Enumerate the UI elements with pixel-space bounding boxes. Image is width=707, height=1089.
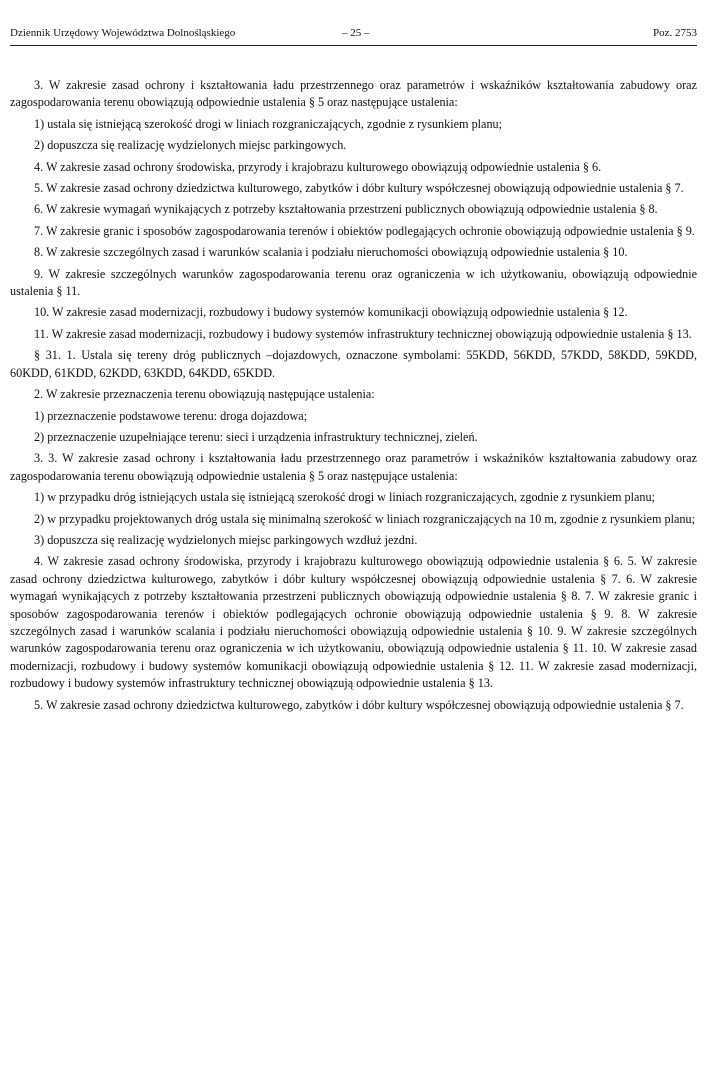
paragraph: 10. W zakresie zasad modernizacji, rozbudowy i budowy systemów komunikacji obowiązują odpowiednie ustalenia § 12. [34, 305, 628, 320]
paragraph: 3. W zakresie zasad ochrony i kształtowania ładu przestrzennego oraz parametrów i wskaźników kształtowania zabudowy oraz zagospodarowania terenu obowiązują odpowiednie ustalenia § 5 oraz następujące ustalenia: [10, 78, 697, 110]
list-item: 1) w przypadku dróg istniejących ustala się istniejącą szerokość drogi w liniach rozgraniczających, zgodnie z rysunkiem planu; [34, 490, 656, 505]
list-item: 1) ustala się istniejącą szerokość drogi w liniach rozgraniczających, zgodnie z rysunkiem planu; [34, 116, 503, 131]
paragraph: 5. W zakresie zasad ochrony dziedzictwa kulturowego, zabytków i dóbr kultury współczesnej obowiązują odpowiednie ustalenia § 7. [34, 181, 684, 196]
paragraph: 2. W zakresie przeznaczenia terenu obowiązują następujące ustalenia: [34, 387, 375, 402]
paragraph: 7. W zakresie granic i sposobów zagospodarowania terenów i obiektów podlegających ochronie obowiązują odpowiednie ustalenia § 9. [34, 223, 695, 238]
paragraph: 11. W zakresie zasad modernizacji, rozbudowy i budowy systemów infrastruktury technicznej obowiązują odpowiednie ustalenia § 13. [34, 326, 692, 341]
section-paragraph: § 31. 1. Ustala się tereny dróg publicznych –dojazdowych, oznaczone symbolami: 55KDD, 56KDD, 57KDD, 58KDD, 59KDD, 60KDD, 61KDD, 62KDD, 63KDD, 64KDD, 65KDD. [10, 348, 697, 380]
document-body [10, 46, 697, 714]
list-item: 2) dopuszcza się realizację wydzielonych miejsc parkingowych. [34, 138, 347, 153]
paragraph: 6. W zakresie wymagań wynikających z potrzeby kształtowania przestrzeni publicznych obowiązują odpowiednie ustalenia § 8. [34, 202, 658, 217]
page-header [10, 0, 697, 46]
journal-title: Dziennik Urzędowy Województwa Dolnośląskiego [10, 27, 236, 39]
paragraph: 3. 3. W zakresie zasad ochrony i kształtowania ładu przestrzennego oraz parametrów i wskaźników kształtowania zabudowy oraz zagospodarowania terenu obowiązują odpowiednie ustalenia § 5 oraz następujące ustalenia: [10, 451, 697, 483]
list-item: 1) przeznaczenie podstawowe terenu: droga dojazdowa; [34, 408, 308, 423]
position-number: Poz. 2753 [653, 27, 697, 39]
list-item: 2) przeznaczenie uzupełniające terenu: sieci i urządzenia infrastruktury technicznej, zieleń. [34, 429, 478, 444]
paragraph: 8. W zakresie szczególnych zasad i warunków scalania i podziału nieruchomości obowiązują odpowiednie ustalenia § 10. [34, 245, 628, 260]
paragraph: 4. W zakresie zasad ochrony środowiska, przyrody i krajobrazu kulturowego obowiązują odpowiednie ustalenia § 6. [34, 159, 602, 174]
paragraph: 4. W zakresie zasad ochrony środowiska, przyrody i krajobrazu kulturowego obowiązują odpowiednie ustalenia § 6. 5. W zakresie zasad ochrony dziedzictwa kulturowego, zabytków i dóbr kultury współczesnej obowiązują odpowiednie ustalenia § 7. 6. W zakresie wymagań wynikających z potrzeby kształtowania przestrzeni publicznych obowiązują odpowiednie ustalenia § 8. 7. W zakresie granic i sposobów zagospodarowania terenów i obiektów podlegających ochronie obowiązują odpowiednie ustalenia § 9. 8. W zakresie szczególnych zasad i warunków scalania i podziału nieruchomości obowiązują odpowiednie ustalenia § 10. 9. W zakresie szczególnych warunków zagospodarowania terenu oraz ograniczenia w ich użytkowaniu, obowiązują odpowiednie ustalenia § 11. 10. W zakresie zasad modernizacji, rozbudowy i budowy systemów komunikacji obowiązują odpowiednie ustalenia § 12. 11. W zakresie zasad modernizacji, rozbudowy i budowy systemów infrastruktury technicznej obowiązują odpowiednie ustalenia § 13. [10, 554, 697, 691]
list-item: 2) w przypadku projektowanych dróg ustala się minimalną szerokość w liniach rozgraniczających na 10 m, zgodnie z rysunkiem planu; [34, 511, 695, 526]
paragraph: 5. W zakresie zasad ochrony dziedzictwa kulturowego, zabytków i dóbr kultury współczesnej obowiązują odpowiednie ustalenia § 7. [34, 697, 684, 712]
page-number: – 25 – [342, 27, 370, 39]
list-item: 3) dopuszcza się realizację wydzielonych miejsc parkingowych wzdłuż jezdni. [34, 532, 418, 547]
paragraph: 9. W zakresie szczególnych warunków zagospodarowania terenu oraz ograniczenia w ich użytkowaniu, obowiązują odpowiednie ustalenia § 11. [10, 266, 697, 299]
